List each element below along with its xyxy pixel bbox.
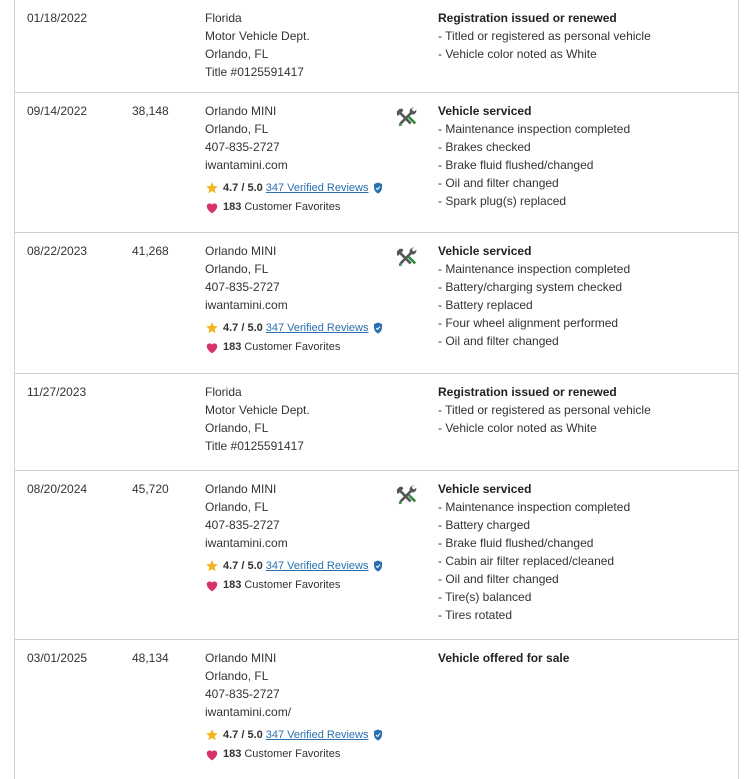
detail-item: - Battery replaced	[438, 298, 533, 312]
source-name: Orlando MINI	[205, 104, 277, 118]
source-website: iwantamini.com	[205, 158, 288, 172]
source-title-number: Title #0125591417	[205, 439, 304, 453]
favorites-label: Customer Favorites	[244, 341, 341, 353]
rating-score: 4.7 / 5.0	[223, 182, 263, 194]
record-source	[205, 383, 310, 455]
verified-shield-icon	[373, 560, 383, 572]
record-source	[205, 242, 383, 356]
dealer-rating	[205, 726, 383, 744]
favorites-label: Customer Favorites	[244, 748, 341, 760]
detail-item: - Brake fluid flushed/changed	[438, 536, 594, 550]
verified-shield-icon	[373, 729, 383, 741]
dealer-rating	[205, 179, 383, 197]
service-tools-icon	[396, 246, 418, 268]
source-location: Orlando, FL	[205, 47, 269, 61]
rating-score: 4.7 / 5.0	[223, 322, 263, 334]
detail-item: - Titled or registered as personal vehicle	[438, 403, 651, 417]
record-source	[205, 480, 383, 594]
star-icon	[205, 728, 219, 742]
record-date: 09/14/2022	[27, 104, 88, 118]
source-location: Orlando, FL	[205, 669, 269, 683]
source-location: Orlando, FL	[205, 421, 269, 435]
record-details	[438, 242, 630, 350]
source-phone: 407-835-2727	[205, 687, 280, 701]
detail-item: - Brake fluid flushed/changed	[438, 158, 594, 172]
record-title: Vehicle serviced	[438, 482, 532, 496]
history-row	[15, 471, 738, 640]
record-details	[438, 649, 569, 667]
detail-item: - Spark plug(s) replaced	[438, 194, 567, 208]
source-website: iwantamini.com/	[205, 705, 292, 719]
detail-item: - Tires rotated	[438, 608, 513, 622]
record-title: Vehicle offered for sale	[438, 651, 570, 665]
history-row	[15, 233, 738, 374]
history-row	[15, 640, 738, 779]
source-location: Orlando, FL	[205, 262, 269, 276]
source-phone: 407-835-2727	[205, 518, 280, 532]
source-title-number: Title #0125591417	[205, 65, 304, 79]
record-title: Vehicle serviced	[438, 244, 532, 258]
history-row	[15, 93, 738, 233]
record-date: 11/27/2023	[27, 385, 87, 399]
heart-icon	[205, 579, 219, 592]
detail-item: - Brakes checked	[438, 140, 531, 154]
detail-item: - Maintenance inspection completed	[438, 122, 631, 136]
heart-icon	[205, 748, 219, 761]
record-mileage: 48,134	[132, 651, 169, 665]
record-title: Vehicle serviced	[438, 104, 532, 118]
detail-item: - Oil and filter changed	[438, 176, 559, 190]
verified-shield-icon	[373, 182, 383, 194]
rating-score: 4.7 / 5.0	[223, 560, 263, 572]
record-mileage: 45,720	[132, 482, 169, 496]
record-source	[205, 9, 310, 81]
source-line: Motor Vehicle Dept.	[205, 403, 310, 417]
source-location: Orlando, FL	[205, 122, 269, 136]
customer-favorites	[205, 745, 383, 763]
heart-icon	[205, 341, 219, 354]
record-date: 08/22/2023	[27, 244, 88, 258]
detail-item: - Vehicle color noted as White	[438, 421, 597, 435]
record-date: 08/20/2024	[27, 482, 88, 496]
detail-item: - Cabin air filter replaced/cleaned	[438, 554, 615, 568]
source-phone: 407-835-2727	[205, 280, 280, 294]
record-title: Registration issued or renewed	[438, 385, 617, 399]
verified-reviews-link[interactable]: 347 Verified Reviews	[265, 322, 369, 334]
detail-item: - Titled or registered as personal vehicle	[438, 29, 651, 43]
favorites-label: Customer Favorites	[244, 201, 341, 213]
source-location: Orlando, FL	[205, 500, 269, 514]
verified-reviews-link[interactable]: 347 Verified Reviews	[265, 182, 369, 194]
favorites-count: 183	[223, 341, 242, 353]
detail-item: - Maintenance inspection completed	[438, 500, 631, 514]
record-mileage: 41,268	[132, 244, 169, 258]
history-row	[15, 0, 738, 93]
record-title: Registration issued or renewed	[438, 11, 617, 25]
record-source	[205, 102, 383, 216]
source-name: Florida	[205, 385, 242, 399]
customer-favorites	[205, 338, 383, 356]
customer-favorites	[205, 576, 383, 594]
record-details	[438, 383, 651, 437]
record-date: 03/01/2025	[27, 651, 88, 665]
detail-item: - Vehicle color noted as White	[438, 47, 597, 61]
favorites-count: 183	[223, 748, 242, 760]
history-row	[15, 374, 738, 471]
detail-item: - Battery/charging system checked	[438, 280, 623, 294]
rating-score: 4.7 / 5.0	[223, 729, 263, 741]
vehicle-history-table	[14, 0, 739, 779]
detail-item: - Oil and filter changed	[438, 572, 559, 586]
customer-favorites	[205, 198, 383, 216]
source-name: Orlando MINI	[205, 651, 277, 665]
detail-item: - Four wheel alignment performed	[438, 316, 619, 330]
record-details	[438, 480, 630, 624]
star-icon	[205, 321, 219, 335]
star-icon	[205, 181, 219, 195]
star-icon	[205, 559, 219, 573]
favorites-label: Customer Favorites	[244, 579, 341, 591]
record-date: 01/18/2022	[27, 11, 88, 25]
service-tools-icon	[396, 106, 418, 128]
source-name: Orlando MINI	[205, 482, 277, 496]
source-line: Motor Vehicle Dept.	[205, 29, 310, 43]
source-website: iwantamini.com	[205, 298, 288, 312]
record-details	[438, 102, 630, 210]
favorites-count: 183	[223, 201, 242, 213]
record-mileage: 38,148	[132, 104, 169, 118]
detail-item: - Maintenance inspection completed	[438, 262, 631, 276]
verified-shield-icon	[373, 322, 383, 334]
source-website: iwantamini.com	[205, 536, 288, 550]
verified-reviews-link[interactable]: 347 Verified Reviews	[265, 729, 369, 741]
detail-item: - Tire(s) balanced	[438, 590, 532, 604]
favorites-count: 183	[223, 579, 242, 591]
dealer-rating	[205, 557, 383, 575]
verified-reviews-link[interactable]: 347 Verified Reviews	[265, 560, 369, 572]
source-phone: 407-835-2727	[205, 140, 280, 154]
record-source	[205, 649, 383, 763]
dealer-rating	[205, 319, 383, 337]
heart-icon	[205, 201, 219, 214]
detail-item: - Oil and filter changed	[438, 334, 559, 348]
source-name: Florida	[205, 11, 242, 25]
service-tools-icon	[396, 484, 418, 506]
source-name: Orlando MINI	[205, 244, 277, 258]
detail-item: - Battery charged	[438, 518, 531, 532]
record-details	[438, 9, 651, 63]
